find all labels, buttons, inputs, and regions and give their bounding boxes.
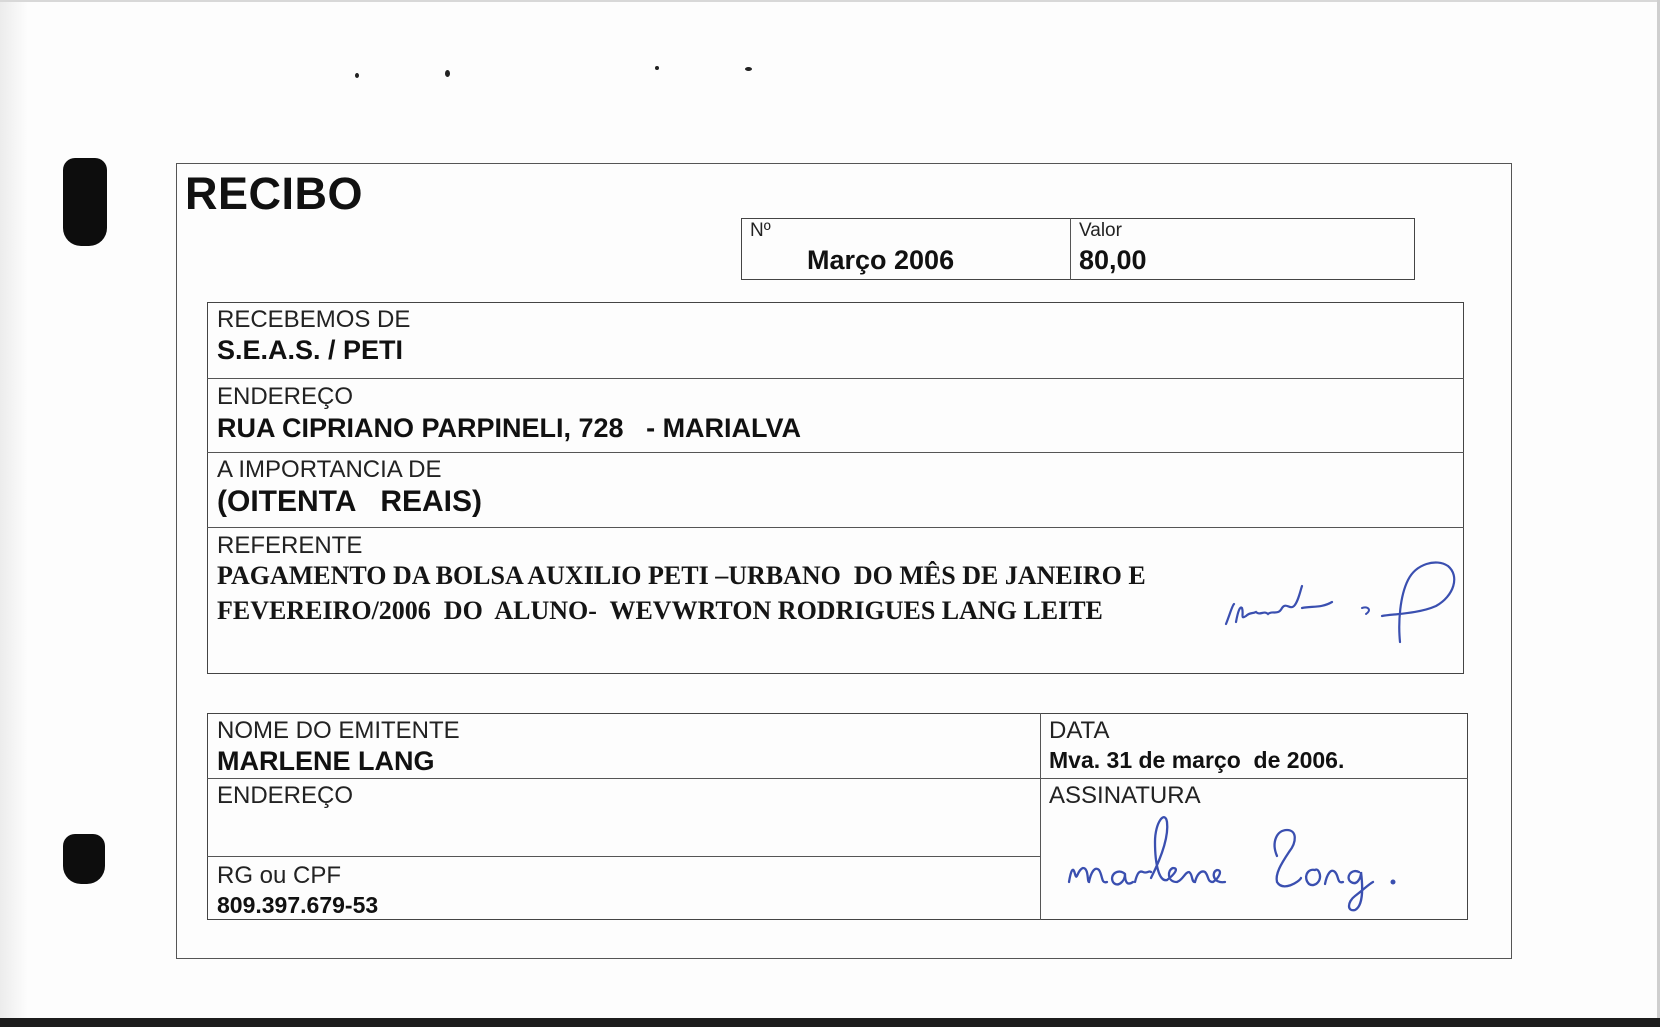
recebemos-de-label: RECEBEMOS DE — [217, 306, 411, 333]
rg-cpf-value: 809.397.679-53 — [217, 892, 379, 918]
referente-line-1: PAGAMENTO DA BOLSA AUXILIO PETI –URBANO DO MÊS DE JANEIRO E — [217, 561, 1146, 590]
row-divider — [207, 856, 1040, 857]
recebemos-de-value: S.E.A.S. / PETI — [217, 335, 404, 365]
speck — [355, 73, 359, 78]
top-edge — [0, 0, 1660, 2]
row-divider — [207, 778, 1468, 779]
issuer-column-divider — [1040, 713, 1041, 920]
numero-value: Março 2006 — [807, 245, 955, 275]
importancia-value: (OITENTA REAIS) — [217, 485, 482, 518]
row-divider — [207, 452, 1464, 453]
speck — [445, 70, 450, 77]
speck — [745, 67, 752, 71]
rubric-signature — [1222, 556, 1462, 646]
numero-label: Nº — [750, 220, 771, 241]
emitente-nome-value: MARLENE LANG — [217, 746, 435, 776]
emitente-endereco-label: ENDEREÇO — [217, 782, 354, 809]
data-label: DATA — [1049, 717, 1110, 744]
referente-line-2: FEVEREIRO/2006 DO ALUNO- WEVWRTON RODRIGUES LANG LEITE — [217, 596, 1103, 625]
valor-value: 80,00 — [1079, 245, 1147, 275]
speck — [655, 66, 659, 70]
punch-hole-top — [63, 158, 107, 246]
row-divider — [207, 378, 1464, 379]
rg-cpf-label: RG ou CPF — [217, 862, 342, 889]
importancia-label: A IMPORTANCIA DE — [217, 456, 442, 483]
valor-label: Valor — [1079, 220, 1122, 241]
issuer-signature — [1063, 812, 1463, 922]
page-edge-shadow — [0, 0, 28, 1027]
receipt-title: RECIBO — [185, 168, 364, 219]
bottom-edge — [0, 1018, 1660, 1027]
data-value: Mva. 31 de março de 2006. — [1049, 747, 1345, 773]
punch-hole-bottom — [63, 834, 105, 884]
row-divider — [207, 527, 1464, 528]
endereco-label: ENDEREÇO — [217, 383, 354, 410]
assinatura-label: ASSINATURA — [1049, 782, 1201, 809]
emitente-nome-label: NOME DO EMITENTE — [217, 717, 460, 744]
number-value-divider — [1070, 218, 1071, 280]
endereco-value: RUA CIPRIANO PARPINELI, 728 - MARIALVA — [217, 413, 802, 443]
referente-label: REFERENTE — [217, 532, 363, 559]
